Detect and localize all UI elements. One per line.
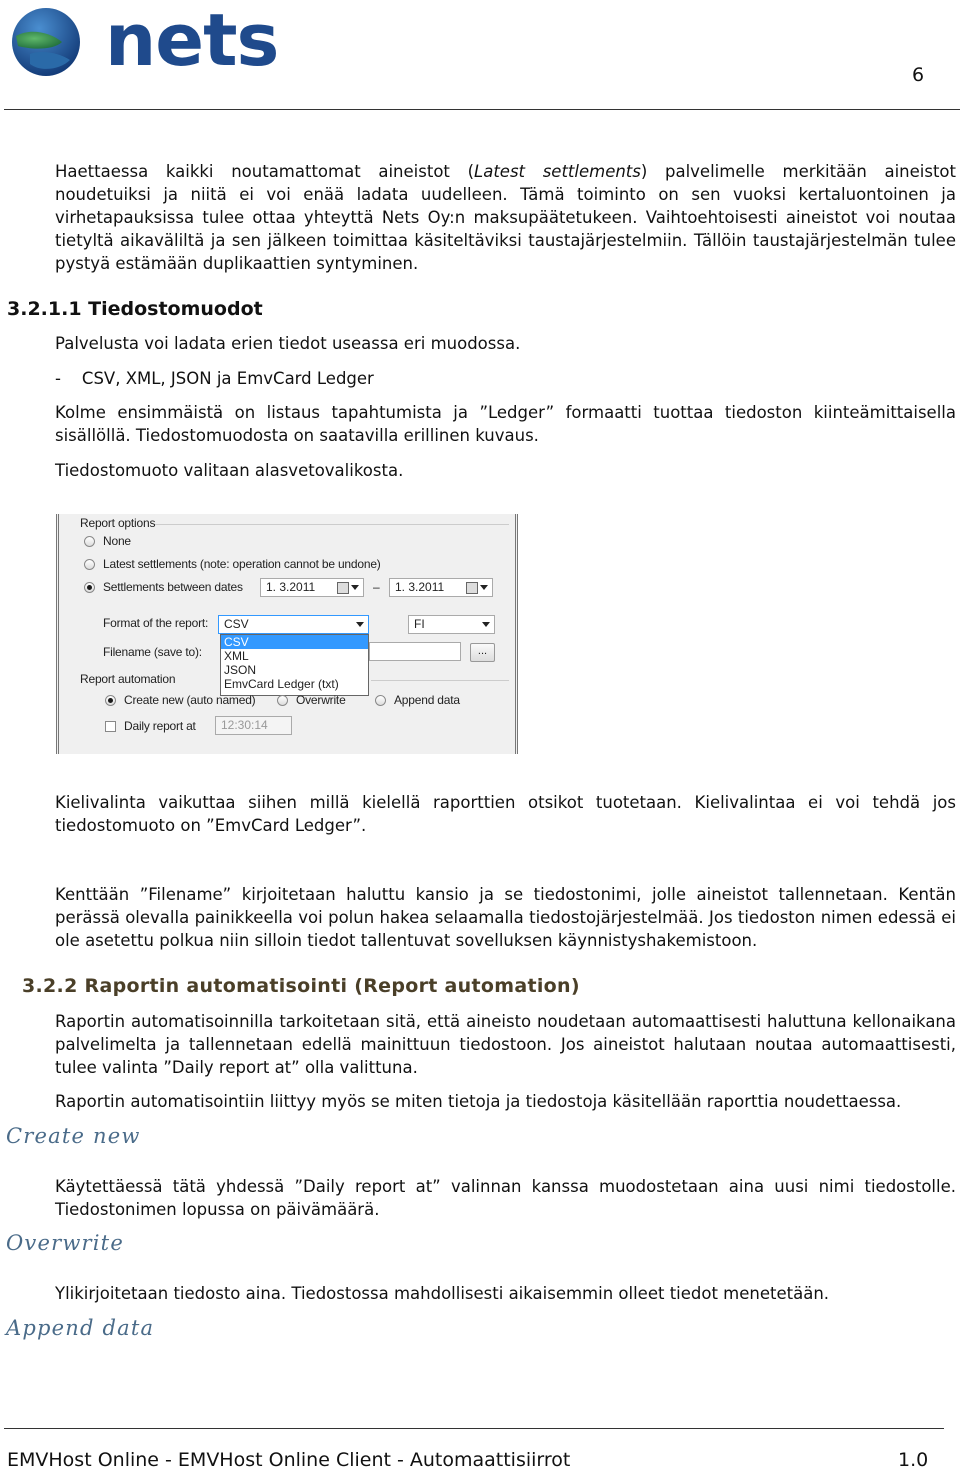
radio-overwrite[interactable] bbox=[277, 695, 288, 706]
format-selected-value: CSV bbox=[224, 617, 249, 631]
date-separator: – bbox=[373, 580, 380, 594]
radio-none[interactable] bbox=[84, 536, 95, 547]
paragraph-automation-handling: Raportin automatisointiin liittyy myös se miten tietoja ja tiedostoja käsitellään raporttia noudettaessa. bbox=[55, 1092, 902, 1111]
footer-title: EMVHost Online - EMVHost Online Client - Automaattisiirrot bbox=[7, 1449, 571, 1471]
heading-create-new: Create new bbox=[6, 1124, 141, 1148]
format-select[interactable] bbox=[218, 615, 369, 634]
radio-none-label: None bbox=[103, 534, 131, 548]
paragraph-filename: Kenttään ”Filename” kirjoitetaan haluttu kansio ja se tiedostonimi, jolle aineistot tallennetaan. Kentän perässä olevalla painikkeella voi polun hakea selaamalla tiedostojärjestelmää. Jos tiedoston nimen edessä ei ole asetettu polkua niin silloin tiedot tallentuvat sovelluksen käynnistyshakemistoon. bbox=[55, 885, 956, 951]
chevron-down-icon bbox=[356, 622, 364, 627]
header-divider bbox=[4, 109, 960, 110]
heading-tiedostomuodot: 3.2.1.1 Tiedostomuodot bbox=[7, 298, 263, 320]
page-number: 6 bbox=[912, 64, 925, 86]
paragraph-latest-settlements bbox=[55, 160, 956, 275]
group-divider bbox=[155, 524, 509, 525]
nets-logo bbox=[10, 0, 279, 84]
radio-between-label: Settlements between dates bbox=[103, 580, 243, 594]
p1-text-a: Haettaessa kaikki noutamattomat aineistot ( bbox=[55, 162, 475, 181]
format-label: Format of the report: bbox=[103, 616, 209, 630]
paragraph-overwrite: Ylikirjoitetaan tiedosto aina. Tiedostossa mahdollisesti aikaisemmin olleet tiedot menetetään. bbox=[55, 1284, 830, 1303]
radio-create-new-label: Create new (auto named) bbox=[124, 693, 256, 707]
format-option[interactable]: EmvCard Ledger (txt) bbox=[224, 677, 339, 691]
heading-append-data: Append data bbox=[6, 1316, 155, 1340]
browse-button[interactable]: ... bbox=[470, 643, 495, 662]
daily-report-label: Daily report at bbox=[124, 719, 196, 733]
date-from-value: 1. 3.2011 bbox=[266, 580, 316, 594]
radio-append[interactable] bbox=[375, 695, 386, 706]
chevron-down-icon bbox=[482, 622, 490, 627]
format-option[interactable]: CSV bbox=[221, 635, 368, 649]
paragraph-automation: Raportin automatisoinnilla tarkoitetaan sitä, että aineisto noudetaan automaattisesti haluttuna kellonaikana palvelimelta ja tallennetaan edellä mainittuun tiedostoon. Jos aineistot halutaan noutaa automaattisesti, tulee valinta ”Daily report at” olla valittuna. bbox=[55, 1012, 956, 1078]
format-option[interactable]: JSON bbox=[224, 663, 257, 677]
language-select[interactable] bbox=[408, 615, 495, 634]
language-value: FI bbox=[414, 617, 425, 631]
group-divider bbox=[371, 680, 509, 681]
radio-create-new[interactable] bbox=[105, 695, 116, 706]
filename-input[interactable] bbox=[369, 642, 461, 661]
footer-version: 1.0 bbox=[898, 1449, 929, 1471]
date-to-value: 1. 3.2011 bbox=[395, 580, 445, 594]
daily-time-value: 12:30:14 bbox=[221, 718, 268, 732]
p1-text-b: ) palvelimelle merkitään aineistot noudetuiksi ja niitä ei voi enää ladata uudelleen. Tämä toiminto on sen vuoksi kertaluontoinen ja virhetapauksissa tulee ottaa yhteyttä Nets Oy:n maksupäätetukeen. Vaihtoehtoisesti aineistot voi noutaa tietyltä aikaväliltä ja sen jälkeen toimittaa käsiteltäviksi taustajärjestelmiin. Tällöin taustajärjestelmän tulee pystyä estämään duplikaattien syntyminen. bbox=[55, 162, 956, 274]
chevron-down-icon bbox=[480, 585, 488, 590]
filename-label: Filename (save to): bbox=[103, 645, 202, 659]
paragraph-language: Kielivalinta vaikuttaa siihen millä kielellä raporttien otsikot tuotetaan. Kielivalintaa ei voi tehdä jos tiedostomuoto on ”EmvCard Ledger”. bbox=[55, 793, 956, 836]
paragraph-format-select: Tiedostomuoto valitaan alasvetovalikosta. bbox=[55, 461, 404, 480]
daily-time-input[interactable] bbox=[215, 716, 292, 735]
heading-report-automation: 3.2.2 Raportin automatisointi (Report automation) bbox=[22, 975, 580, 997]
brand-wordmark: nets bbox=[105, 0, 279, 82]
radio-append-label: Append data bbox=[394, 693, 460, 707]
radio-latest-settlements[interactable] bbox=[84, 559, 95, 570]
footer-divider bbox=[4, 1428, 944, 1429]
p1-italic-term: Latest settlements bbox=[474, 162, 641, 181]
report-options-screenshot bbox=[56, 514, 518, 754]
calendar-icon bbox=[466, 582, 478, 594]
format-dropdown-list bbox=[220, 634, 369, 696]
formats-bullet: - CSV, XML, JSON ja EmvCard Ledger bbox=[55, 369, 374, 388]
chevron-down-icon bbox=[351, 585, 359, 590]
radio-latest-label: Latest settlements (note: operation cannot be undone) bbox=[103, 557, 381, 571]
report-options-title: Report options bbox=[80, 516, 156, 530]
report-automation-title: Report automation bbox=[80, 672, 176, 686]
paragraph-create-new: Käytettäessä tätä yhdessä ”Daily report at” valinnan kanssa muodostetaan aina uusi nimi tiedostolle. Tiedostonimen lopussa on päivämäärä. bbox=[55, 1177, 956, 1220]
format-option[interactable]: XML bbox=[224, 649, 249, 663]
date-from-picker[interactable] bbox=[260, 578, 364, 597]
daily-report-checkbox[interactable] bbox=[105, 721, 116, 732]
paragraph-formats-intro: Palvelusta voi ladata erien tiedot useassa eri muodossa. bbox=[55, 334, 521, 353]
nets-globe-icon bbox=[10, 6, 82, 78]
calendar-icon bbox=[337, 582, 349, 594]
radio-overwrite-label: Overwrite bbox=[296, 693, 346, 707]
paragraph-formats-desc: Kolme ensimmäistä on listaus tapahtumista ja ”Ledger” formaatti tuottaa tiedoston kiinteämittaisella sisällöllä. Tiedostomuodosta on saatavilla erillinen kuvaus. bbox=[55, 403, 956, 446]
heading-overwrite: Overwrite bbox=[6, 1231, 124, 1255]
date-to-picker[interactable] bbox=[389, 578, 493, 597]
radio-settlements-between[interactable] bbox=[84, 582, 95, 593]
